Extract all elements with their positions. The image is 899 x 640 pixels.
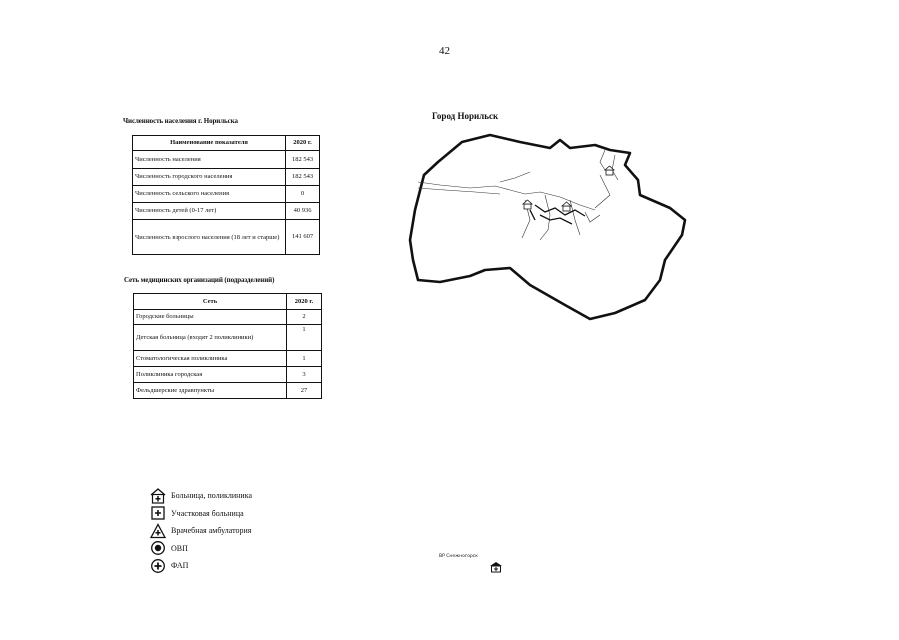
legend-label: ОВП [171,543,188,553]
fap-icon [150,558,166,574]
legend-label: Врачебная амбулатория [171,526,252,536]
ovp-icon [150,540,166,556]
map-title: Город Норильск [432,111,499,121]
row-value: 141 607 [286,220,320,255]
row-value: 2 [287,310,322,325]
map-legend [150,487,252,575]
network-header-name: Сеть [134,294,287,310]
legend-item [150,522,252,540]
legend-item [150,540,252,558]
hospital-polyclinic-icon [523,200,532,209]
medical-ambulatory-icon [150,523,166,539]
row-label: Численность детей (0-17 лет) [133,203,286,220]
table-row [133,186,320,203]
legend-item [150,505,252,523]
legend-item [150,487,252,505]
row-label: Численность сельского населения [133,186,286,203]
row-label: Поликлиника городская [134,367,287,383]
row-value: 182 543 [286,151,320,169]
row-value: 1 [287,325,322,351]
city-boundary [410,135,685,319]
population-table-title: Численность населения г. Норильска [123,117,238,125]
hospital-polyclinic-icon [489,561,503,573]
row-value: 27 [287,383,322,399]
table-row [133,151,320,169]
network-header-year: 2020 г. [287,294,322,310]
legend-label: Больница, поликлиника [171,491,253,501]
network-table [133,293,322,399]
row-value: 1 [287,351,322,367]
table-row [134,367,322,383]
hospital-polyclinic-icon [562,202,571,211]
page-number: 42 [439,45,450,57]
row-value: 3 [287,367,322,383]
table-row [134,351,322,367]
row-value: 182 543 [286,169,320,186]
row-label: Численность взрослого населения (18 лет и старше) [133,220,286,255]
population-table [132,135,320,255]
row-label: Стоматологическая поликлиника [134,351,287,367]
table-row [134,310,322,325]
settlement-marks [530,205,585,224]
district-hospital-icon [150,505,166,521]
table-row [133,169,320,186]
row-label: Численность населения [133,151,286,169]
row-label: Фельдшерские здравпункты [134,383,287,399]
legend-label: ФАП [171,561,189,571]
row-value: 40 936 [286,203,320,220]
row-label: Детская больница (входят 2 поликлиники) [134,325,287,351]
table-row [134,383,322,399]
row-label: Городские больницы [134,310,287,325]
legend-item [150,557,252,575]
population-header-year: 2020 г. [286,136,320,151]
river-network [418,150,618,240]
table-row [134,325,322,351]
norilsk-map [400,120,700,330]
table-row [133,220,320,255]
inset-label: ВР Снежногорск [439,554,478,559]
population-header-name: Наименование показателя [133,136,286,151]
hospital-polyclinic-icon [150,488,166,504]
legend-label: Участковая больница [171,508,244,518]
table-row [133,203,320,220]
row-label: Численность городского населения [133,169,286,186]
network-table-title: Сеть медицинских организаций (подразделений) [124,276,275,284]
row-value: 0 [286,186,320,203]
